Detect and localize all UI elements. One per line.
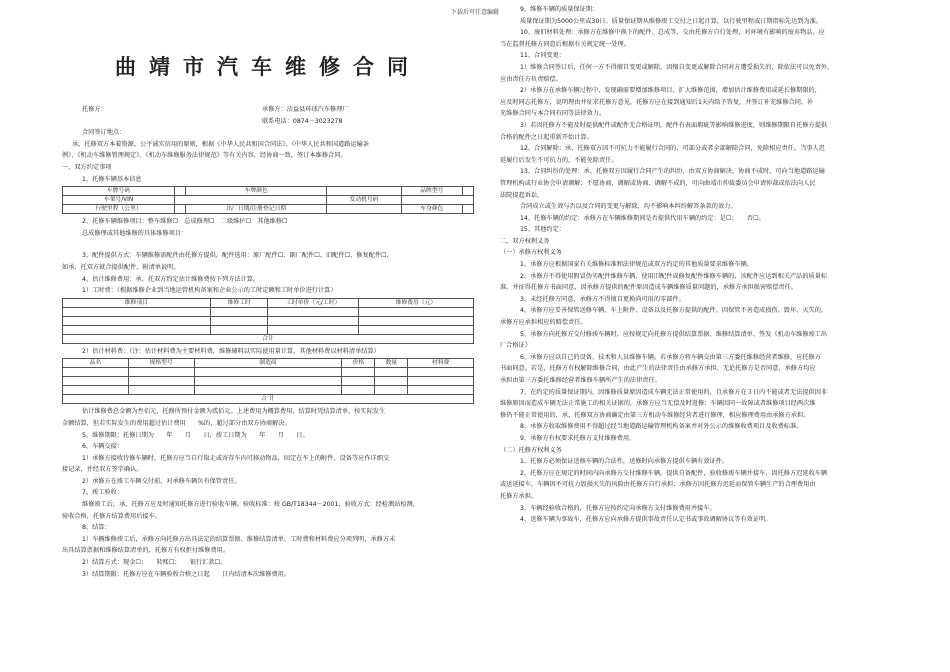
table-cell[interactable] [63,377,129,386]
repairer-3: 3、未经托修方同意，承修方不得擅自更换尚可用的零部件。 [520,295,685,303]
table-cell[interactable] [375,386,408,395]
repairer-5-line-1: 5、承修方向托修方交付修竣车辆时，应按规定向托修方提供结算票据、维修结算清单、签发《机动车维修竣工出 [520,330,828,338]
table-cell[interactable] [194,386,342,395]
settlement-1-line-1: 1）车辆维修竣工后，承修方向托修方出具法定的结算票据、维修结算清单、工时费和材料费应分项列明，承修方未 [82,535,396,543]
change-heading: 11、合同变更： [520,52,565,60]
repairer-4-line-2: 承修方应承担相应的赔偿责任。 [500,319,587,327]
table-row [63,196,474,205]
labor-table [62,298,474,344]
handover-1-line-1: 1）承修方接收待修车辆时，托修方应当自行取走或寄存车内可移动物品，固定在车上的附件、设备等应作详细交 [82,454,390,462]
warranty-heading: 9、维修车辆的质量保证期： [520,6,599,13]
table-cell: 品牌型号 [401,187,462,196]
settlement-1-line-2: 出具结算票据和维修结算清单的，托修方有权拒付维修费用。 [62,547,230,555]
table-cell[interactable] [327,187,401,196]
table-cell[interactable] [63,325,211,334]
repairer-8: 8、承修方收取维修费用不得超过经当地道路运输管理机构备案并对外公示的维修收费项目及收费标准。 [520,423,803,431]
repair-period: 5、维修期限：托修日期为 年 月 日，竣工日期为 年 月 日。 [82,431,309,439]
change-3-line-2: 合格的配件之日起重新开始计算。 [500,133,593,141]
acceptance-line-2: 验收合格，托修方结算费用后接车。 [62,512,161,520]
repairer-5-line-2: 厂合格证》 [500,342,531,350]
change-1-line-2: 应由责任方负责赔偿。 [500,75,562,83]
column-header: 制造商 [194,359,342,368]
vehicle-info-heading: 1、托修车辆基本信息 [82,175,142,183]
table-total: 合 计 [63,395,474,404]
table-row [63,205,474,214]
table-cell: 车架号/VIN [63,196,175,205]
table-header-row [63,359,474,368]
table-cell[interactable] [268,316,358,325]
table-row [63,377,474,386]
column-header: 维修费用（元） [358,298,473,307]
table-cell[interactable] [408,368,474,377]
column-header: 材料费 [408,359,474,368]
parts-line-2: 如承、托双方就合提供配件，附清单说明。 [62,263,180,271]
table-cell[interactable] [463,187,474,196]
dispute-line-1: 13、合同纠纷的处理：承、托修双方因履行合同产生的纠纷，由双方协商解决，协商不成时，可向当地道路运输 [520,168,825,176]
section-2-heading: 二、双方权利义务 [500,237,550,245]
table-cell[interactable] [175,187,186,196]
table-total: 合计 [63,334,474,343]
estimate-heading: 4、估计维修费用：承、托双方约定估计维修费按下列方法计算。 [82,275,260,283]
repairer-rights-heading: （一）承修方权利义务 [500,249,562,257]
table-total-row [63,395,474,404]
table-cell[interactable] [375,368,408,377]
other-terms: 15、其他约定： [520,226,565,234]
repairer-6-line-2: 书面同意。若是，托修方有权解除维修合同，由此产生的法律责任由承修方承担。无论托修方是否同意，承修方均应 [500,365,816,373]
table-cell: 行驶里程（公里） [63,205,175,214]
repair-items-detail: 总成修理或其他维修的具体维修项目： [82,229,188,237]
table-cell[interactable] [210,325,268,334]
column-header: 维修项目 [63,298,211,307]
table-cell[interactable] [342,368,375,377]
repairer-9: 9、承修方有权要求托修方支付维修费用。 [520,434,636,442]
change-1-line-1: 1）维修合同签订后，任何一方不得擅自变更或解除，因擅自变更或解除合同对方遭受损失的，除依法可以免责外， [520,63,834,71]
waste-line-1: 10、废旧材料处理：承修方在维修中换下的配件、总成等，交由托修方自行处理，对环境有影响的废弃物品，应 [520,29,825,37]
party-a-label: 托修方： [82,106,107,113]
table-cell[interactable] [408,377,474,386]
contact-spacer [82,116,262,128]
table-cell: 出厂日期/注册登记日期 [185,205,327,214]
table-row [63,316,474,325]
column-header: 维修工时 [210,298,268,307]
table-cell[interactable] [194,377,342,386]
table-cell[interactable] [194,368,342,377]
table-cell[interactable] [342,386,375,395]
client-2-line-2: 或送延接车，车辆因不可抗力毁损灭失的风险由托修方自行承担；承修方因托修方迟延而保管车辆生产的合理费用由 [500,481,816,489]
column-header: 规格型号 [128,359,194,368]
table-row [63,187,474,196]
table-row [63,307,474,316]
sign-place: 合同签订地点： [82,129,126,137]
client-3: 3、车辆经验收合格的，托修方应按约定向承修方支付维修费用并接车。 [520,504,716,512]
document-title: 曲靖市汽车维修合同 [115,54,421,79]
table-cell[interactable] [463,205,474,214]
client-1: 1、托修方必须保证送修车辆的合法性，送修时向承修方提供车辆有效证件。 [520,458,729,466]
parts-line-1: 3、配件提供方式：车辆维修需配件由托修方提供，配件选用：原厂配件☐、副厂配件☐、旧配件☐、修复配件☐、 [82,252,393,260]
table-row [63,325,474,334]
table-row [63,368,474,377]
estimate-total-line-2: 金额结算，但若实际发生的费用超过估计费用 %的，超过部分由双方协商解决。 [62,419,291,427]
contact-row [62,116,474,128]
table-cell: 车牌颜色 [185,187,327,196]
repairer-6-line-1: 6、承修方应以自己的设备、技术和人员维修车辆。若承修方将车辆交由第三方委托维修经营者维修，应托修方 [520,353,821,361]
column-header: 品名 [63,359,129,368]
repairer-2-line-2: 准，并征得托修方书面同意，因承修方提供的配件原因造成车辆维修质量问题的，承修方承担损害赔偿责任。 [500,284,797,292]
waste-line-2: 当在监督托修方同意后根据有关规定统一处理。 [500,40,630,48]
repairer-7-line-3: 修仍不能正常使用的，承、托修双方协商确定由第三方机动车维修经营者进行修理，相应修理费用由承修方承担。 [500,411,810,419]
dispute-line-2: 管理机构或行业协会申请调解；不愿协商、调解或协商、调解不成的，可向曲靖市仲裁委员会申请仲裁或依法向人民 [500,179,816,187]
blank-line [62,239,474,250]
table-cell[interactable] [401,196,473,205]
table-cell: 车牌号码 [63,187,175,196]
table-cell[interactable] [128,377,194,386]
table-cell[interactable] [408,386,474,395]
termination-line-1: 12、合同解除：承、托修双方因不可抗力不能履行合同的，可部分或者全部解除合同，免除相应责任。当事人迟 [520,145,825,153]
change-2-line-2: 应及时同志托修方，说明理由并征求托修方意见，托修方应在接到通知后1天内给予答复，并签订补充维修合同，补 [500,98,814,106]
table-cell[interactable] [358,325,473,334]
change-3-line-1: 3）若因托修方不能及时提供配件或配件无合格证明，配件有表面瑕疵等影响维修进度，则维修期限自托修方提供 [520,121,828,129]
intro-line-1: 承、托修双方本着资源、公平诚实信用的原则，根据《中华人民共和国合同法》、《中华人民共和国道路运输条 [72,140,369,148]
table-cell[interactable] [210,316,268,325]
acceptance-heading: 7、竣工验收： [82,489,124,497]
right-column [500,4,908,526]
labor-caption: 1）工时费：（根据维修企业到当地运管机构备案和企业公示的工时定额和工时单价进行计算） [82,287,337,295]
section-1-heading: 一、双方约定事项 [62,163,112,171]
contact-phone: 联系电话：0874－3023278 [262,117,343,125]
change-2-line-1: 2）承修方在承修车辆过程中，发现确需要增加维修项目、扩大维修范围，增加估计维修费用或延长修期限的， [520,87,821,95]
table-cell[interactable] [63,316,211,325]
material-caption: 2）估计材料费：（注：估计材料费为主要材料费，维修辅料以实际使用量计算，其他材料费以材料清单结算） [82,347,380,355]
table-cell[interactable] [327,205,401,214]
substitute-vehicle: 14、托修车辆的约定：承修方在车辆维修期间是否提供代用车辆的约定：是☐； 否☐。 [520,214,765,222]
table-total-row [63,334,474,343]
download-note: 下载后可任意编辑 [450,9,499,16]
handover-2: 2）承修方在竣工车辆交付前，对承修车辆负有保管责任。 [82,477,241,485]
table-cell[interactable] [175,196,327,205]
column-header: 数量 [375,359,408,368]
dispute-validity: 合同成立或生效与否以及合同的变更与解除，均不影响本纠纷解答条款的效力。 [520,203,737,211]
material-table [62,358,474,404]
intro-line-2: 例》、《机动车维修管理规定》、《机动车维修服务法律规范》等有关内容，经协商一致，签订本维修合同。 [62,152,347,160]
table-cell[interactable] [375,377,408,386]
table-cell[interactable] [63,307,211,316]
client-4: 4、送修车辆为事故车，托修方应向承修方提供事故责任认定书或事故调解协议等有效证明。 [520,516,772,524]
party-row [62,104,474,116]
table-cell[interactable] [342,377,375,386]
warranty-text: 质量保证期为5000公里或30日。质量保证期从维修竣工交付之日起计算，以行驶里程或日期指标先达到为准。 [520,17,823,25]
left-column [62,28,474,580]
table-cell[interactable] [268,307,358,316]
handover-1-line-2: 接记录，并经双方签字确认。 [62,466,143,474]
column-header: 价格 [342,359,375,368]
table-header-row [63,298,474,307]
client-rights-heading: （二）托修方权利义务 [500,446,562,454]
table-cell: 发动机号码 [327,196,401,205]
table-cell[interactable] [128,386,194,395]
settlement-method: 2）结算方式：现金☐； 转账☐； 银行汇款☐。 [82,559,227,567]
settlement-deadline: 3）结算期限：托修方应在车辆验收合格之日起 日内结清本次维修费用。 [82,570,291,578]
repairer-7-line-1: 7、在约定的质量保证期内，因维修质量原因造成车辆无法正常使用的，且承修方在３日内不能或者无法提供因非 [520,388,828,396]
vehicle-info-table [62,186,474,214]
table-row [63,386,474,395]
table-cell[interactable] [128,368,194,377]
handover-heading: 6、车辆交接： [82,443,124,451]
table-cell: 车身颜色 [401,205,462,214]
termination-line-2: 延履行后发生不可抗力的，不能免除责任。 [500,156,618,164]
table-cell[interactable] [268,325,358,334]
client-2-line-1: 2、托修方应在规定的时间内向承修方交付维修车辆，提供自备配件，验收修竣车辆并接车，因托修方迟延收车辆 [520,469,828,477]
repairer-6-line-3: 承担由第三方委托维修经营者维修车辆所产生的法律责任。 [500,377,661,384]
table-cell[interactable] [358,316,473,325]
repair-items-line: 2、托修车辆维修项目：整车维修☐ 总成修理☐ 二级维护☐ 其他维修☐ [82,218,288,226]
column-header: 工时单价（元/工时） [268,298,358,307]
repairer-4-line-1: 4、承修方应妥善保管送修车辆、车上附件、设备以及托修方提供的配件。因保管不善造成损伤、毁坏、灭失的， [520,307,828,315]
table-cell[interactable] [175,205,186,214]
table-cell[interactable] [210,307,268,316]
party-b-label: 承修方：沾益县环球汽车修理厂 [262,106,349,113]
settlement-heading: 8、结算： [82,524,111,532]
estimate-total-line-1: 估计维修费总金额为叁佰元，托修所预付金额为贰佰元。上述费用为概算费用，结算时凭结算清单，按实际发生 [82,408,386,416]
dispute-line-3: 法院提起诉讼。 [500,191,544,199]
table-cell[interactable] [63,368,129,377]
acceptance-line-1: 维修竣工后，承、托修方应及时通知托修方进行验收车辆。验收标准：按 GB/T18344－2001，验收方式：经检测站检测， [82,501,419,509]
table-cell[interactable] [358,307,473,316]
client-2-line-3: 托修方承担。 [500,492,538,500]
repairer-7-line-2: 维修原因而造成车辆无法正常施工的相关证据的，承修方应当无偿及时返修；车辆因同一故障或者维修项目经两次维 [500,400,816,408]
change-2-line-3: 充维修合同与本合同有同等法律效力。 [500,110,606,118]
repairer-2-line-1: 2、承修方不得使用假冒伪劣配件维修车辆，使用旧配件或修复配件维修车辆的，该配件应达到相关产品的质量标 [520,272,828,280]
repairer-1: 1、承修方应根据国家有关维修标准和法律规范或双方约定的其他质量要求维修车辆。 [520,261,753,269]
table-cell[interactable] [63,386,129,395]
